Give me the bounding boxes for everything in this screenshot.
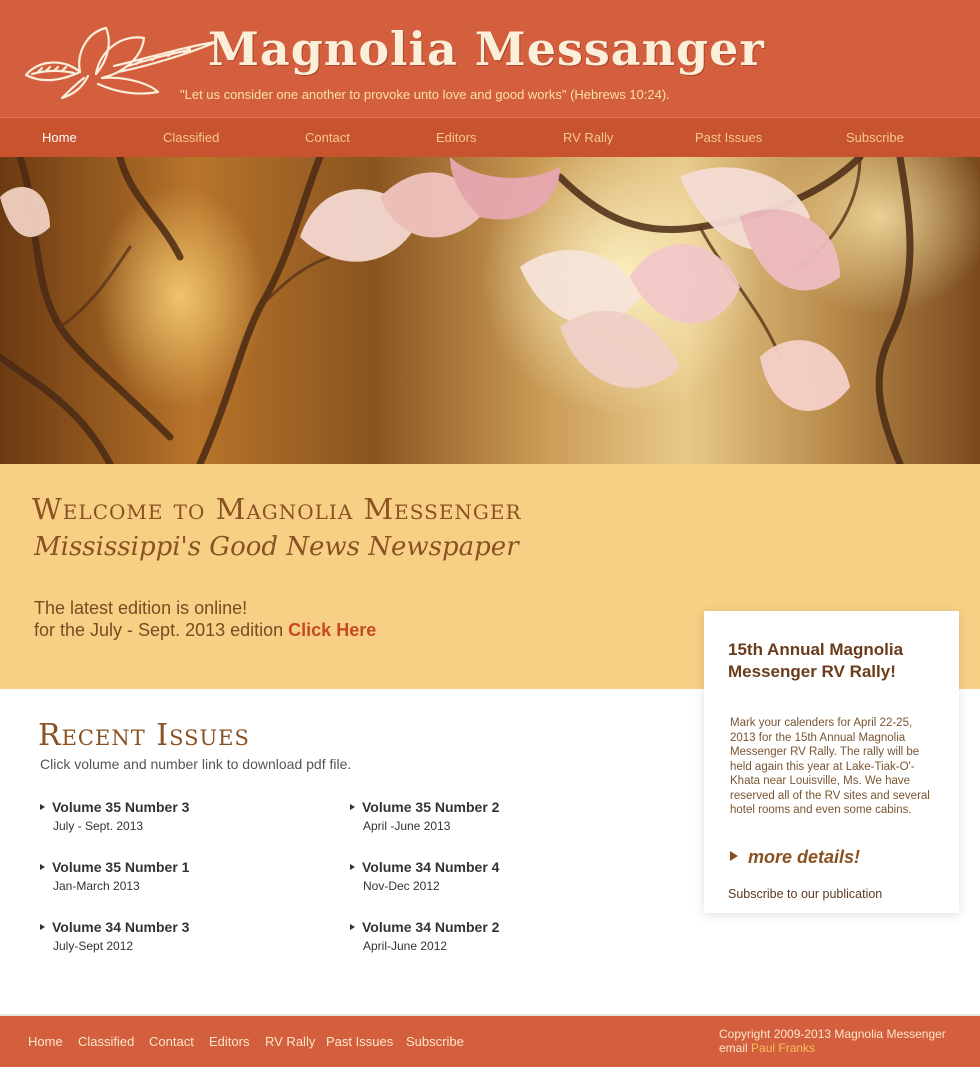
bullet-arrow-icon bbox=[40, 804, 45, 810]
issue-link[interactable] bbox=[40, 919, 300, 935]
issue-title: Volume 35 Number 2 bbox=[362, 799, 500, 815]
footer-link-rv-rally[interactable]: RV Rally bbox=[265, 1034, 316, 1049]
issue-item bbox=[40, 919, 300, 953]
issue-link[interactable] bbox=[350, 859, 610, 875]
issue-date: Jan-March 2013 bbox=[53, 879, 140, 893]
site-footer bbox=[0, 1014, 980, 1067]
bullet-arrow-icon bbox=[40, 864, 45, 870]
rally-description: Mark your calenders for April 22-25, 2013 for the 15th Annual Magnolia Messenger RV Rally. The rally will be held again this year at Lake-Tiak-O'-Khata near Louisville, Ms. We have reserved all of the RV sites and several hotel rooms and even some cabins. bbox=[730, 717, 930, 816]
issue-date: April-June 2012 bbox=[363, 939, 448, 953]
latest-edition-text: The latest edition is online! bbox=[34, 598, 248, 618]
issue-title: Volume 34 Number 2 bbox=[362, 919, 500, 935]
main-nav bbox=[0, 117, 980, 157]
footer-link-subscribe[interactable]: Subscribe bbox=[406, 1034, 464, 1049]
magnolia-branches-image bbox=[0, 157, 980, 464]
play-arrow-icon bbox=[730, 851, 738, 861]
issue-link[interactable] bbox=[350, 919, 610, 935]
bullet-arrow-icon bbox=[40, 924, 45, 930]
email-line bbox=[719, 1041, 946, 1055]
bullet-arrow-icon bbox=[350, 864, 355, 870]
rally-title: 15th Annual Magnolia Messenger RV Rally! bbox=[728, 640, 904, 681]
recent-issues-instructions: Click volume and number link to download pdf file. bbox=[40, 756, 352, 772]
issue-item bbox=[40, 799, 300, 833]
nav-rv-rally[interactable]: RV Rally bbox=[563, 130, 614, 145]
email-prefix: email bbox=[719, 1041, 748, 1055]
hero-banner-image bbox=[0, 157, 980, 464]
click-here-link[interactable]: Click Here bbox=[288, 620, 377, 640]
nav-editors[interactable]: Editors bbox=[436, 130, 477, 145]
recent-issues-heading: Recent Issues bbox=[38, 718, 250, 753]
nav-contact[interactable]: Contact bbox=[305, 130, 350, 145]
welcome-subheading: Mississippi's Good News Newspaper bbox=[34, 532, 519, 562]
site-title[interactable]: Magnolia Messanger bbox=[208, 22, 765, 76]
copyright-text: Copyright 2009-2013 Magnolia Messenger bbox=[719, 1027, 946, 1041]
site-header bbox=[0, 0, 980, 117]
more-details-link[interactable] bbox=[730, 847, 860, 868]
issue-item bbox=[350, 859, 610, 893]
issue-title: Volume 34 Number 3 bbox=[52, 919, 190, 935]
footer-link-editors[interactable]: Editors bbox=[209, 1034, 250, 1049]
footer-link-past-issues[interactable]: Past Issues bbox=[326, 1034, 394, 1049]
copyright-block bbox=[719, 1027, 946, 1055]
issue-date: July-Sept 2012 bbox=[53, 939, 134, 953]
latest-edition-label: for the July - Sept. 2013 edition bbox=[34, 620, 284, 640]
footer-link-home[interactable]: Home bbox=[28, 1034, 63, 1049]
footer-link-contact[interactable]: Contact bbox=[149, 1034, 194, 1049]
issue-title: Volume 35 Number 1 bbox=[52, 859, 190, 875]
issue-item bbox=[40, 859, 300, 893]
issue-title: Volume 34 Number 4 bbox=[362, 859, 500, 875]
issue-date: April -June 2013 bbox=[363, 819, 451, 833]
issue-item bbox=[350, 919, 610, 953]
nav-past-issues[interactable]: Past Issues bbox=[695, 130, 763, 145]
rv-rally-card bbox=[704, 611, 959, 913]
bullet-arrow-icon bbox=[350, 924, 355, 930]
bullet-arrow-icon bbox=[350, 804, 355, 810]
latest-edition-detail bbox=[34, 620, 376, 641]
nav-classified[interactable]: Classified bbox=[163, 130, 220, 145]
issue-item bbox=[350, 799, 610, 833]
footer-link-classified[interactable]: Classified bbox=[78, 1034, 135, 1049]
issue-date: Nov-Dec 2012 bbox=[363, 879, 440, 893]
nav-subscribe[interactable]: Subscribe bbox=[846, 130, 904, 145]
issue-link[interactable] bbox=[40, 859, 300, 875]
more-details-label: more details! bbox=[748, 847, 861, 867]
nav-home[interactable]: Home bbox=[42, 130, 77, 145]
site-tagline: "Let us consider one another to provoke unto love and good works" (Hebrews 10:24). bbox=[180, 87, 670, 102]
issue-link[interactable] bbox=[40, 799, 300, 815]
issue-date: July - Sept. 2013 bbox=[53, 819, 144, 833]
issue-link[interactable] bbox=[350, 799, 610, 815]
welcome-heading: Welcome to Magnolia Messenger bbox=[32, 492, 522, 526]
issue-title: Volume 35 Number 3 bbox=[52, 799, 190, 815]
subscribe-publication-text[interactable]: Subscribe to our publication bbox=[728, 887, 883, 901]
email-contact-link[interactable]: Paul Franks bbox=[751, 1041, 816, 1055]
